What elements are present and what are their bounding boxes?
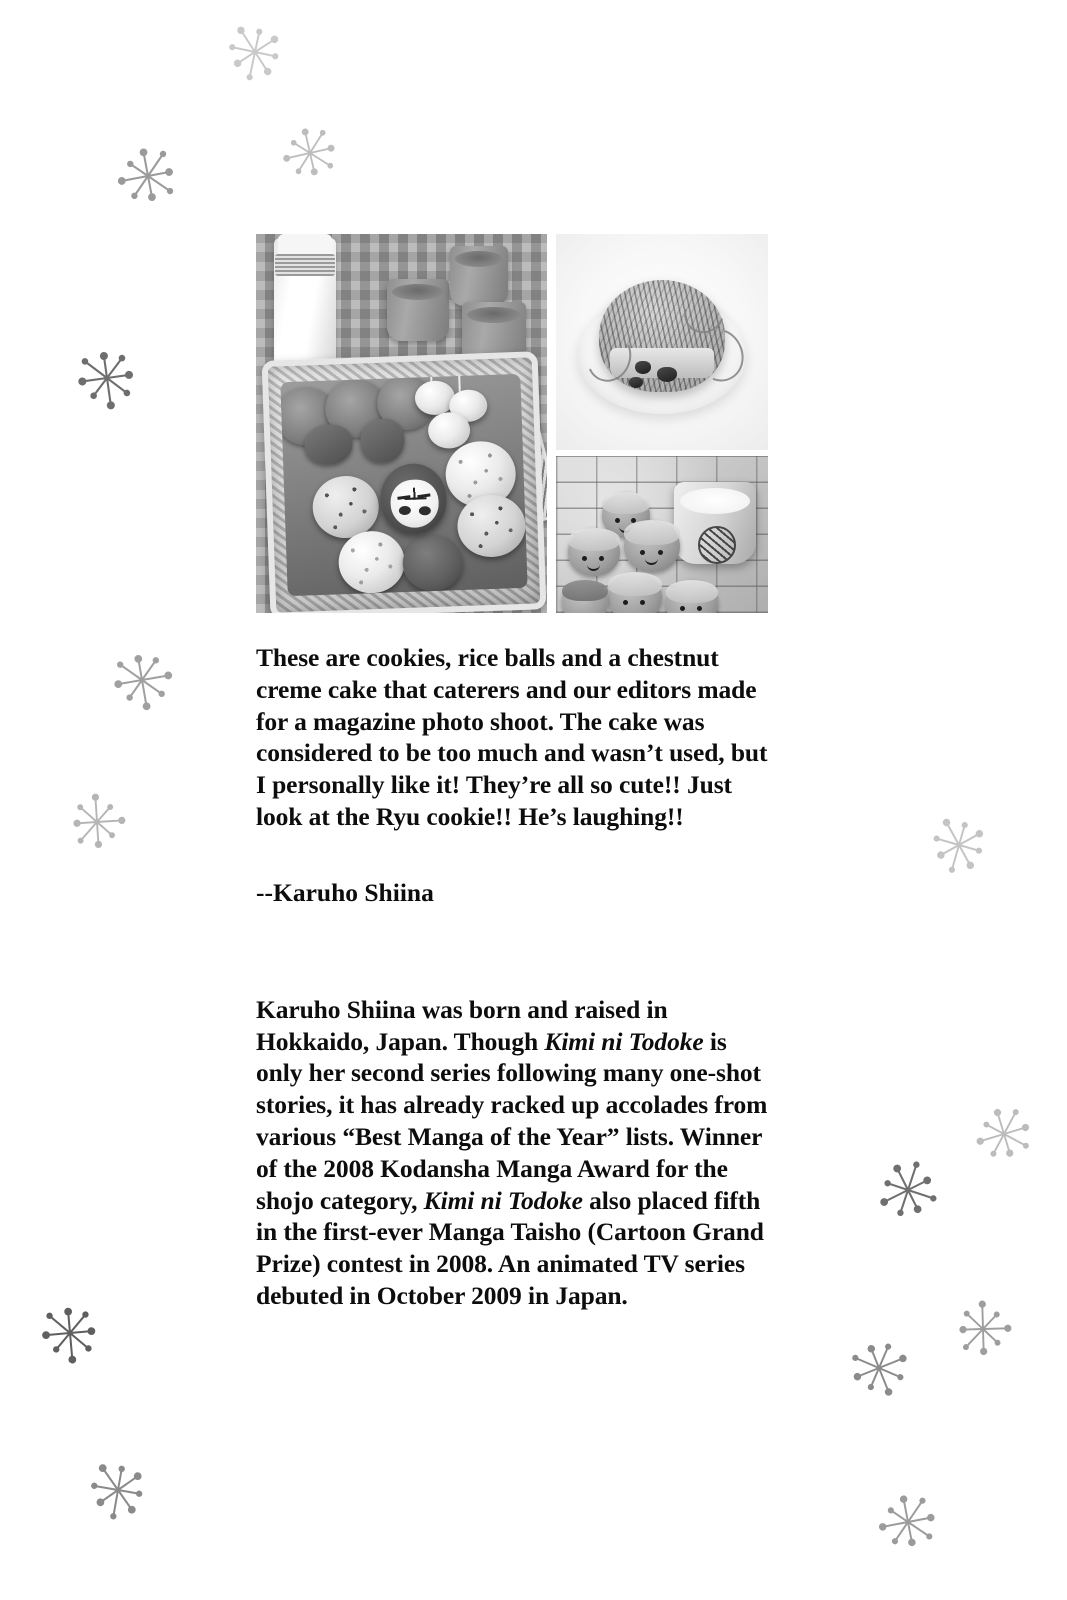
cookie-face-2 bbox=[568, 528, 620, 576]
rice-ball-speckled-2 bbox=[456, 494, 526, 558]
author-photo-collage bbox=[256, 234, 768, 613]
bio-text-part-2: is only her second series following many one-shot stories, it has already racked up accolades from various “Best Manga of the Year” lists. Winner of the 2008 Kodansha Manga Award for the shojo category, bbox=[256, 1026, 768, 1215]
ryu-face-rice-ball bbox=[379, 463, 447, 535]
author-note-body: These are cookies, rice balls and a chestnut creme cake that caterers and our editors made for a magazine photo shoot. The cake was considered to be too much and wasn’t used, but I personally like it! They’re all so cute!! Just look at the Ryu cookie!! He’s laughing!! bbox=[256, 643, 768, 831]
bento-basket-photo bbox=[256, 234, 547, 613]
snowflake-icon bbox=[222, 19, 288, 85]
cookie-eye-right bbox=[697, 606, 702, 611]
cookie-hair bbox=[562, 580, 608, 601]
character-face-cookies-photo bbox=[556, 456, 768, 613]
snowflake-icon bbox=[873, 1487, 942, 1556]
chestnut-piece-3 bbox=[629, 377, 643, 388]
bio-text-part-1: Karuho Shiina was born and raised in Hokkaido, Japan. Though bbox=[256, 994, 668, 1056]
snowflake-icon bbox=[73, 344, 141, 412]
series-title-second-mention: Kimi ni Todoke bbox=[423, 1185, 583, 1215]
cup-2 bbox=[450, 246, 508, 306]
garnish-3 bbox=[428, 412, 471, 449]
cookie-hair bbox=[624, 520, 680, 545]
snowflake-icon bbox=[924, 810, 993, 879]
text-column bbox=[256, 642, 772, 1312]
rice-ball-face bbox=[390, 479, 440, 529]
cookie-face-4 bbox=[608, 572, 662, 613]
cookie-eye-left bbox=[582, 556, 587, 561]
cookie-hair bbox=[602, 492, 650, 514]
basket-interior bbox=[280, 374, 527, 596]
woven-bento-basket bbox=[262, 351, 547, 613]
wrapped-item-1 bbox=[304, 424, 353, 466]
cookie-hair bbox=[608, 572, 662, 596]
snowflake-icon bbox=[84, 1456, 151, 1523]
cookie-hair bbox=[568, 528, 620, 551]
chestnut-creme-cake-photo bbox=[556, 234, 768, 450]
cookie-mouth bbox=[587, 563, 600, 571]
cookie-eye-left bbox=[615, 518, 620, 523]
cookie-eye-right bbox=[599, 556, 604, 561]
snowflake-icon bbox=[64, 789, 129, 854]
cup-logo bbox=[698, 526, 736, 564]
mont-blanc-cake bbox=[599, 280, 725, 392]
rice-ball-speckled-1 bbox=[312, 475, 380, 539]
rice-ball-speckles bbox=[338, 530, 406, 594]
snowflake-icon bbox=[102, 640, 181, 719]
author-signature: --Karuho Shiina bbox=[256, 877, 434, 907]
rice-ball-white-2 bbox=[338, 530, 406, 594]
snowflake-icon bbox=[110, 138, 187, 215]
milk-cup bbox=[674, 482, 756, 564]
snowflake-icon bbox=[875, 1157, 941, 1223]
chestnut-piece-2 bbox=[657, 367, 677, 382]
rice-ball-speckles bbox=[456, 494, 526, 558]
snowflake-icon bbox=[39, 1302, 102, 1365]
cookie-face-3 bbox=[624, 520, 680, 572]
cup-1 bbox=[387, 279, 449, 341]
cookie-eye-right bbox=[658, 550, 663, 555]
wrapped-item-2 bbox=[360, 418, 406, 464]
face-eye-left bbox=[399, 506, 411, 515]
chestnut-piece-1 bbox=[635, 361, 651, 374]
cookie-mouth bbox=[645, 557, 658, 565]
cookie-face-5 bbox=[666, 580, 718, 613]
collage-right-column bbox=[556, 234, 768, 613]
snowflake-icon bbox=[969, 1099, 1039, 1169]
face-eye-right bbox=[419, 506, 431, 515]
cookie-face-6 bbox=[562, 580, 608, 613]
cookie-eye-right bbox=[640, 600, 645, 605]
bio-text-part-3: also placed fifth in the first-ever Manga Taisho (Cartoon Grand Prize) contest in 2008. An animated TV series debuted in October 2009 in Japan. bbox=[256, 1185, 764, 1310]
author-biography bbox=[256, 994, 772, 1312]
snowflake-icon bbox=[277, 120, 343, 186]
rice-ball-dark-wrapped bbox=[402, 534, 464, 592]
rice-ball-speckles bbox=[312, 475, 380, 539]
cookie-eye-left bbox=[623, 600, 628, 605]
cookie-hair bbox=[666, 580, 718, 603]
cookie-eye-left bbox=[640, 550, 645, 555]
snowflake-icon bbox=[844, 1333, 915, 1404]
snowflake-icon bbox=[951, 1297, 1015, 1361]
cookie-eye-left bbox=[680, 606, 685, 611]
series-title-first-mention: Kimi ni Todoke bbox=[544, 1026, 704, 1056]
